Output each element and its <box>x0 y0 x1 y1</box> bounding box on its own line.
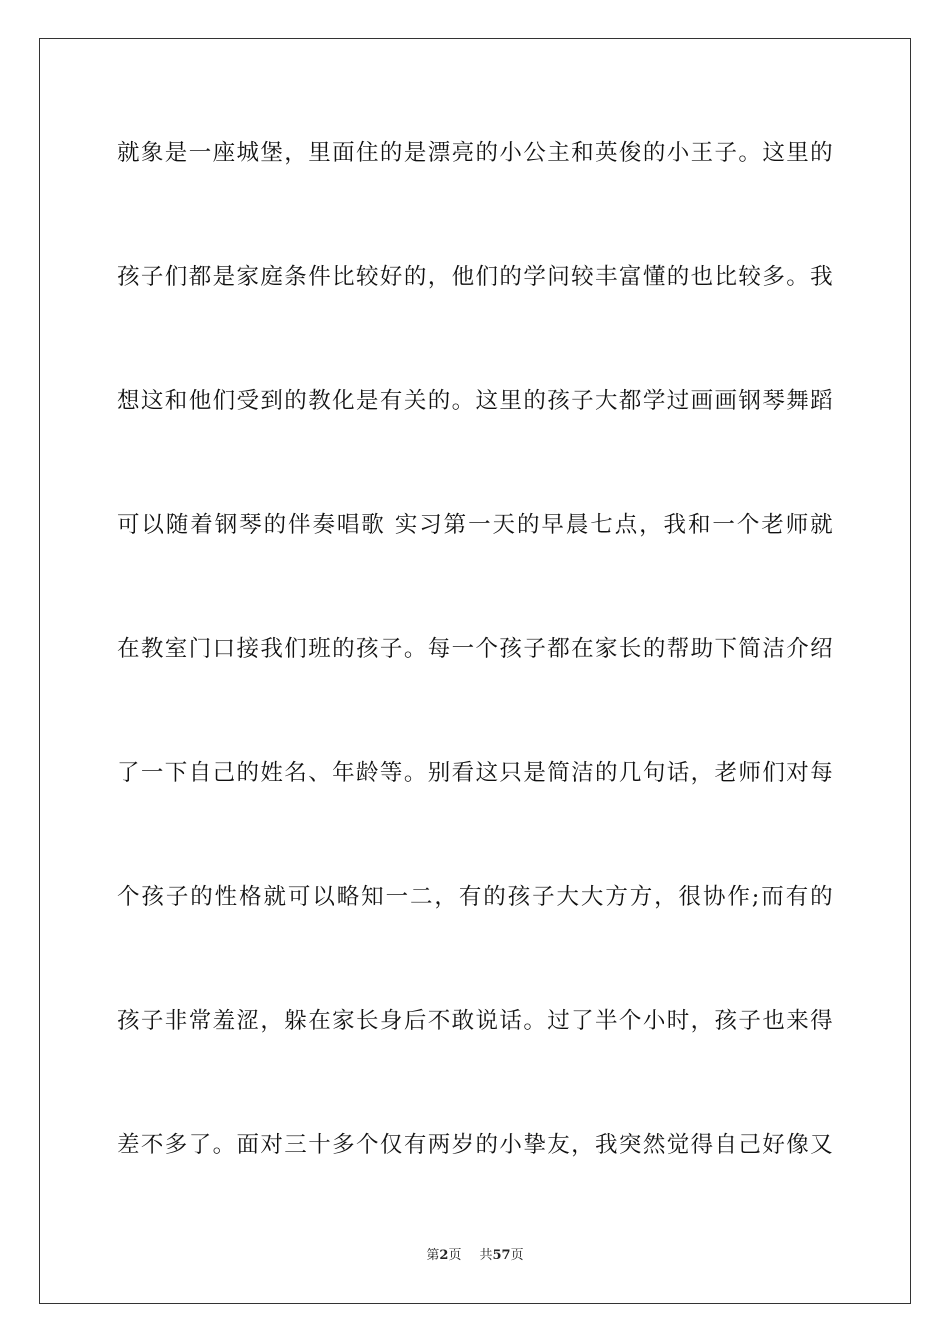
total-label-prefix: 共 <box>479 1248 493 1263</box>
text-line-4: 可以随着钢琴的伴奏唱歌 实习第一天的早晨七点，我和一个老师就 <box>117 512 833 538</box>
total-label-suffix: 页 <box>510 1248 524 1263</box>
page-footer <box>0 1247 950 1265</box>
current-page-number: 2 <box>439 1248 449 1263</box>
page-label-prefix: 第 <box>426 1248 440 1263</box>
text-line-2: 孩子们都是家庭条件比较好的，他们的学问较丰富懂的也比较多。我 <box>117 264 833 290</box>
text-line-9: 差不多了。面对三十多个仅有两岁的小挚友，我突然觉得自己好像又 <box>117 1132 833 1158</box>
text-line-5: 在教室门口接我们班的孩子。每一个孩子都在家长的帮助下简洁介绍 <box>117 636 833 662</box>
text-line-3: 想这和他们受到的教化是有关的。这里的孩子大都学过画画钢琴舞蹈 <box>117 388 833 414</box>
total-pages-number: 57 <box>492 1248 511 1263</box>
document-body <box>117 130 833 1246</box>
text-line-1: 就象是一座城堡，里面住的是漂亮的小公主和英俊的小王子。这里的 <box>117 140 833 166</box>
text-line-8: 孩子非常羞涩，躲在家长身后不敢说话。过了半个小时，孩子也来得 <box>117 1008 833 1034</box>
page-label-suffix: 页 <box>448 1248 462 1263</box>
text-line-7: 个孩子的性格就可以略知一二，有的孩子大大方方，很协作;而有的 <box>117 884 833 910</box>
text-line-6: 了一下自己的姓名、年龄等。别看这只是简洁的几句话，老师们对每 <box>117 760 833 786</box>
